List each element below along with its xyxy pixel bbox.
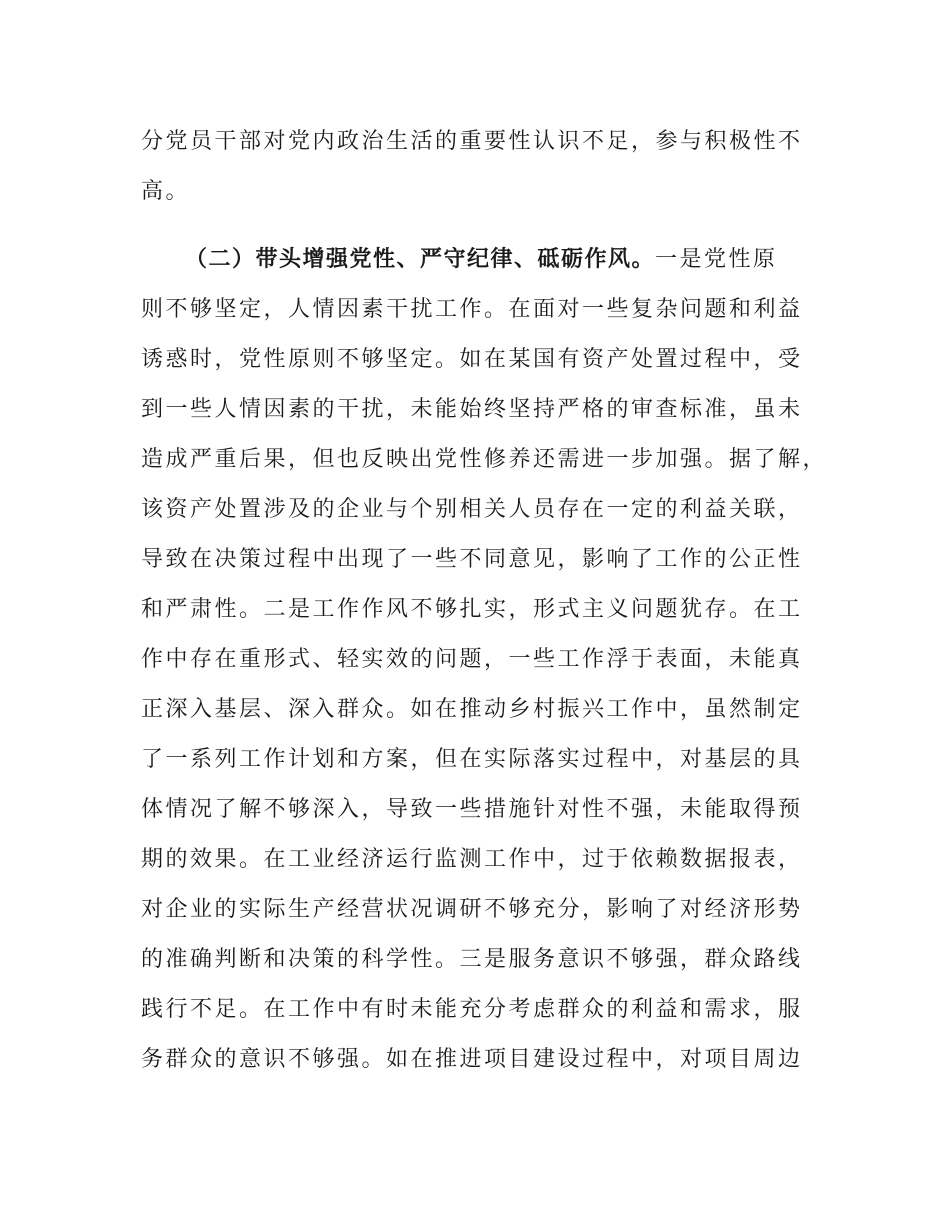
paragraph-first-line bbox=[141, 235, 821, 285]
paragraph-line: 体情况了解不够深入，导致一些措施针对性不强，未能取得预 bbox=[141, 797, 803, 822]
paragraph-line: 造成严重后果，但也反映出党性修养还需进一步加强。据了解， bbox=[141, 447, 828, 472]
intro-paragraph bbox=[141, 117, 821, 217]
paragraph-line: 该资产处置涉及的企业与个别相关人员存在一定的利益关联， bbox=[141, 497, 803, 522]
paragraph-line: 高。 bbox=[141, 179, 191, 204]
paragraph-line: 到一些人情因素的干扰，未能始终坚持严格的审查标准，虽未 bbox=[141, 397, 803, 422]
section-paragraph bbox=[141, 235, 828, 1085]
paragraph-line: 分党员干部对党内政治生活的重要性认识不足，参与积极性不 bbox=[141, 129, 803, 154]
paragraph-line: 导致在决策过程中出现了一些不同意见，影响了工作的公正性 bbox=[141, 547, 803, 572]
paragraph-line: 对企业的实际生产经营状况调研不够充分，影响了对经济形势 bbox=[141, 897, 803, 922]
section-heading: （二）带头增强党性、严守纪律、砥砺作风。 bbox=[185, 247, 656, 272]
paragraph-line: 和严肃性。二是工作作风不够扎实，形式主义问题犹存。在工 bbox=[141, 597, 803, 622]
paragraph-line: 务群众的意识不够强。如在推进项目建设过程中，对项目周边 bbox=[141, 1047, 803, 1072]
paragraph-line: 践行不足。在工作中有时未能充分考虑群众的利益和需求，服 bbox=[141, 997, 803, 1022]
paragraph-line-rest: 一是党性原 bbox=[655, 247, 778, 272]
paragraph-line: 了一系列工作计划和方案，但在实际落实过程中，对基层的具 bbox=[141, 747, 803, 772]
paragraph-line: 则不够坚定，人情因素干扰工作。在面对一些复杂问题和利益 bbox=[141, 297, 803, 322]
paragraph-line: 正深入基层、深入群众。如在推动乡村振兴工作中，虽然制定 bbox=[141, 697, 803, 722]
paragraph-line: 诱惑时，党性原则不够坚定。如在某国有资产处置过程中，受 bbox=[141, 347, 803, 372]
paragraph-line: 期的效果。在工业经济运行监测工作中，过于依赖数据报表， bbox=[141, 847, 803, 872]
paragraph-line: 作中存在重形式、轻实效的问题，一些工作浮于表面，未能真 bbox=[141, 647, 803, 672]
paragraph-line: 的准确判断和决策的科学性。三是服务意识不够强，群众路线 bbox=[141, 947, 803, 972]
